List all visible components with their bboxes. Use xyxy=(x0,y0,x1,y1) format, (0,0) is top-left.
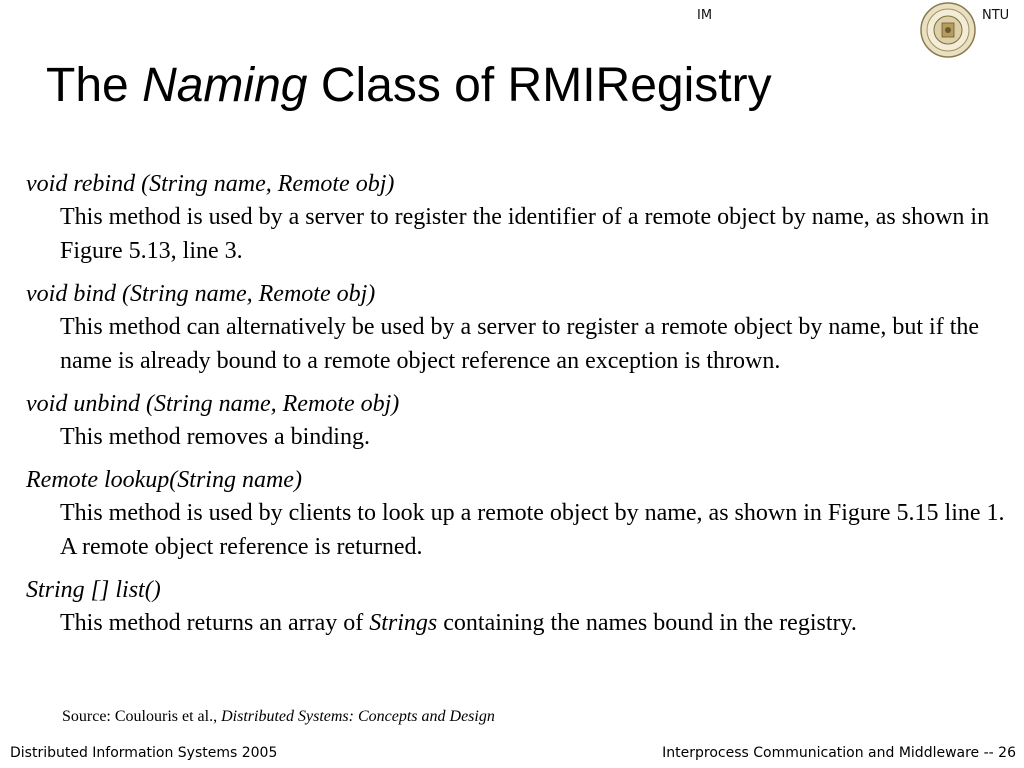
method-signature: String [] list() xyxy=(26,577,161,603)
method-signature: void unbind (String name, Remote obj) xyxy=(26,391,400,417)
title-italic-word: Naming xyxy=(142,59,308,112)
im-label: IM xyxy=(697,8,713,23)
slide-title xyxy=(46,58,772,113)
method-signature: void bind (String name, Remote obj) xyxy=(26,281,376,307)
title-suffix: Class of RMIRegistry xyxy=(320,59,772,112)
method-unbind xyxy=(26,388,1016,454)
method-description xyxy=(26,606,1010,640)
footer-course: Distributed Information Systems 2005 xyxy=(10,745,278,761)
method-description: This method removes a binding. xyxy=(60,424,370,450)
method-description: This method is used by clients to look up a remote object by name, as shown in Figure 5.15 line 1. A remote object reference is returned. xyxy=(60,500,1005,560)
source-book-title: Distributed Systems: Concepts and Design xyxy=(221,708,495,725)
footer-page: Interprocess Communication and Middleware -- 26 xyxy=(662,745,1016,761)
source-prefix: Source: Coulouris et al., xyxy=(62,708,218,725)
method-description: This method is used by a server to register the identifier of a remote object by name, as shown in Figure 5.13, line 3. xyxy=(60,204,990,264)
title-prefix: The xyxy=(46,59,129,112)
slide-footer xyxy=(0,740,1024,768)
method-lookup xyxy=(26,464,1016,564)
university-seal-icon xyxy=(920,2,976,58)
method-description: This method can alternatively be used by a server to register a remote object by name, but if the name is already bound to a remote object reference an exception is thrown. xyxy=(60,314,980,374)
method-list xyxy=(26,168,1016,650)
source-citation xyxy=(62,708,495,726)
method-signature: Remote lookup(String name) xyxy=(26,467,302,493)
description-italic: Strings xyxy=(369,610,438,636)
method-signature: void rebind (String name, Remote obj) xyxy=(26,171,395,197)
ntu-label: NTU xyxy=(982,8,1010,23)
description-before: This method returns an array of xyxy=(60,610,364,636)
method-bind xyxy=(26,278,1016,378)
description-after: containing the names bound in the registry. xyxy=(443,610,857,636)
method-rebind xyxy=(26,168,1016,268)
method-list-strings xyxy=(26,574,1016,640)
